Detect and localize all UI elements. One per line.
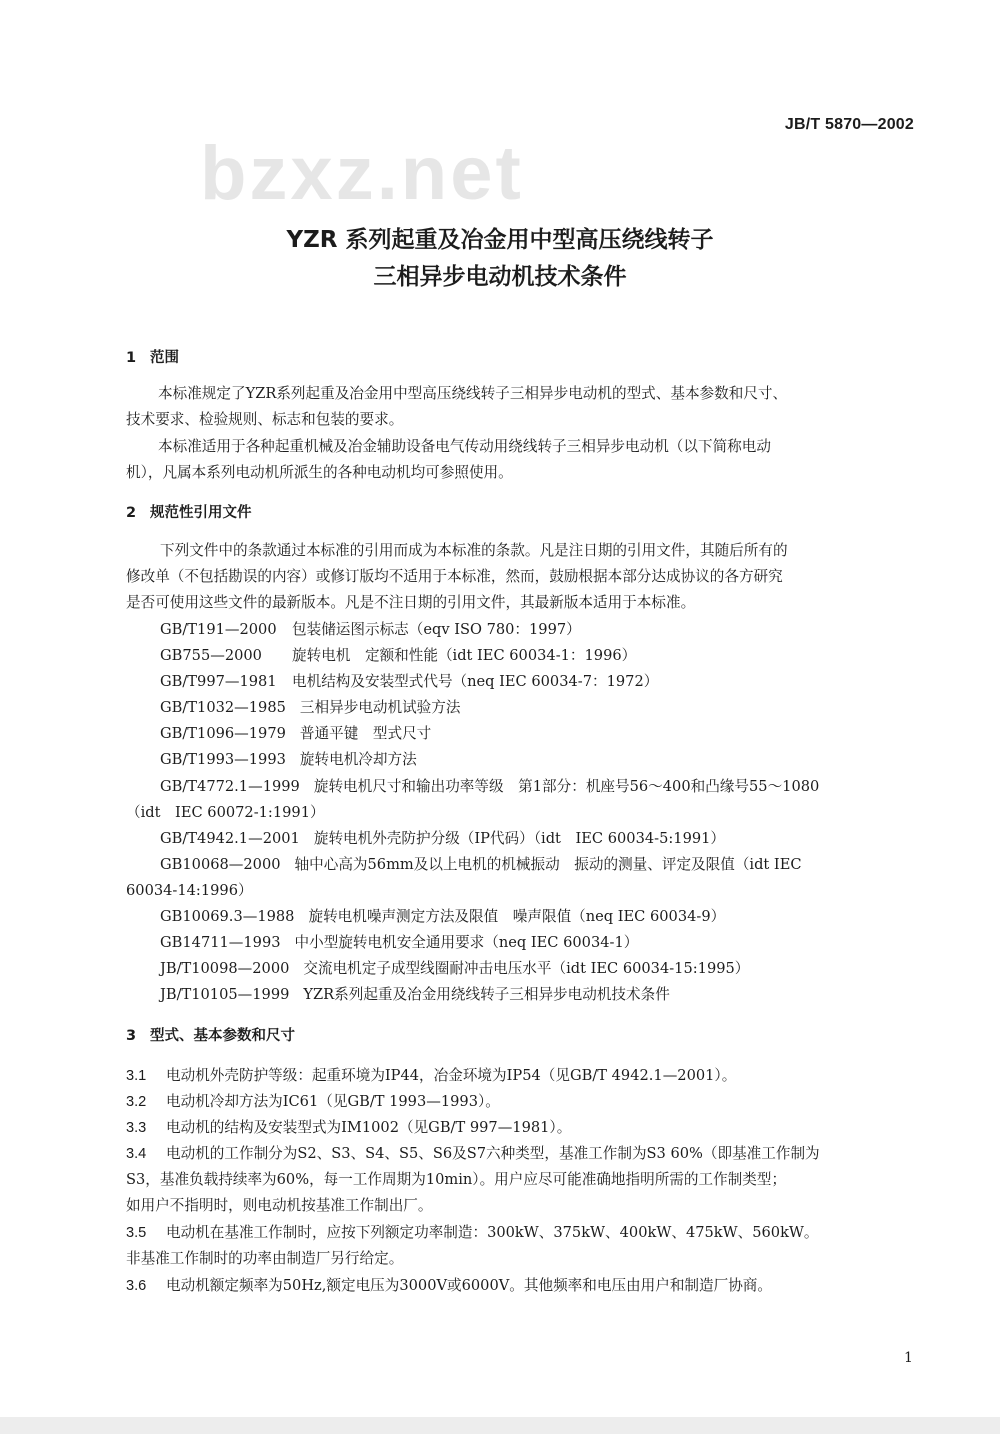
reference-continuation: 60034-14:1996） — [126, 882, 253, 899]
reference-item: JB/T10098—2000 交流电机定子成型线圈耐冲击电压水平（idt IEC 60034-15:1995） — [160, 960, 750, 977]
reference-item: GB14711—1993 中小型旋转电机安全通用要求（neq IEC 60034-1） — [160, 934, 639, 951]
clause-3-2: 3.2 电动机冷却方法为IC61（见GB/T 1993—1993）。 — [126, 1093, 500, 1110]
section-title: 型式、基本参数和尺寸 — [150, 1028, 295, 1044]
clause-3-4: 3.4 电动机的工作制分为S2、S3、S4、S5、S6及S7六种类型，基准工作制为S3 60%（即基准工作制为 — [126, 1145, 820, 1162]
reference-item: GB/T4772.1—1999 旋转电机尺寸和输出功率等级 第1部分：机座号56～400和凸缘号55～1080 — [160, 778, 820, 795]
viewer-bottom-bar — [0, 1417, 1000, 1434]
clause-3-3: 3.3 电动机的结构及安装型式为IM1002（见GB/T 997—1981）。 — [126, 1119, 572, 1136]
clause-3-1: 3.1 电动机外壳防护等级：起重环境为IP44，冶金环境为IP54（见GB/T 4942.1—2001）。 — [126, 1067, 737, 1084]
reference-item: GB/T4942.1—2001 旋转电机外壳防护分级（IP代码）（idt IEC 60034-5:1991） — [160, 830, 726, 847]
section-1-heading — [126, 348, 179, 368]
watermark: bzxz.net — [200, 131, 524, 216]
reference-item: JB/T10105—1999 YZR系列起重及冶金用绕线转子三相异步电动机技术条件 — [160, 986, 670, 1003]
paragraph-line: 如用户不指明时，则电动机按基准工作制出厂。 — [126, 1197, 433, 1214]
paragraph-line: 非基准工作制时的功率由制造厂另行给定。 — [126, 1250, 404, 1267]
paragraph-line: S3，基准负载持续率为60%，每一工作周期为10min）。用户应尽可能准确地指明所需的工作制类型； — [126, 1171, 787, 1188]
reference-item: GB/T1096—1979 普通平键 型式尺寸 — [160, 725, 432, 742]
title-line-1: YZR 系列起重及冶金用中型高压绕线转子 — [286, 227, 714, 253]
reference-continuation: （idt IEC 60072-1:1991） — [126, 804, 325, 821]
clause-3-5: 3.5 电动机在基准工作制时，应按下列额定功率制造：300kW、375kW、400kW、475kW、560kW。 — [126, 1224, 819, 1241]
section-title: 规范性引用文件 — [150, 505, 252, 521]
reference-item: GB/T1032—1985 三相异步电动机试验方法 — [160, 699, 461, 716]
paragraph-line: 技术要求、检验规则、标志和包装的要求。 — [126, 411, 404, 428]
section-title: 范围 — [150, 350, 179, 366]
document-title — [0, 222, 1000, 296]
paragraph-line: 本标准规定了YZR系列起重及冶金用中型高压绕线转子三相异步电动机的型式、基本参数和尺寸、 — [158, 385, 788, 402]
paragraph-line: 修改单（不包括勘误的内容）或修订版均不适用于本标准，然而，鼓励根据本部分达成协议的各方研究 — [126, 568, 783, 585]
reference-item: GB10069.3—1988 旋转电机噪声测定方法及限值 噪声限值（neq IEC 60034-9） — [160, 908, 726, 925]
section-2-heading — [126, 503, 252, 523]
section-number: 2 — [126, 505, 137, 521]
page-number: 1 — [904, 1350, 913, 1366]
clause-3-6: 3.6 电动机额定频率为50Hz,额定电压为3000V或6000V。其他频率和电压由用户和制造厂协商。 — [126, 1277, 772, 1294]
title-line-2: 三相异步电动机技术条件 — [373, 264, 627, 290]
paragraph-line: 本标准适用于各种起重机械及冶金辅助设备电气传动用绕线转子三相异步电动机（以下简称电动 — [158, 438, 771, 455]
reference-item: GB/T191—2000 包装储运图示标志（eqv ISO 780：1997） — [160, 621, 581, 638]
reference-item: GB/T997—1981 电机结构及安装型式代号（neq IEC 60034-7：1972） — [160, 673, 659, 690]
paragraph-line: 下列文件中的条款通过本标准的引用而成为本标准的条款。凡是注日期的引用文件，其随后所有的 — [160, 542, 788, 559]
reference-item: GB/T1993—1993 旋转电机冷却方法 — [160, 751, 417, 768]
reference-item: GB755—2000 旋转电机 定额和性能（idt IEC 60034-1：1996） — [160, 647, 637, 664]
paragraph-line: 是否可使用这些文件的最新版本。凡是不注日期的引用文件，其最新版本适用于本标准。 — [126, 594, 696, 611]
standard-number: JB/T 5870—2002 — [784, 116, 914, 133]
section-number: 1 — [126, 350, 137, 366]
section-3-heading — [126, 1026, 295, 1046]
paragraph-line: 机），凡属本系列电动机所派生的各种电动机均可参照使用。 — [126, 464, 513, 481]
section-number: 3 — [126, 1028, 137, 1044]
reference-item: GB10068—2000 轴中心高为56mm及以上电机的机械振动 振动的测量、评定及限值（idt IEC — [160, 856, 802, 873]
